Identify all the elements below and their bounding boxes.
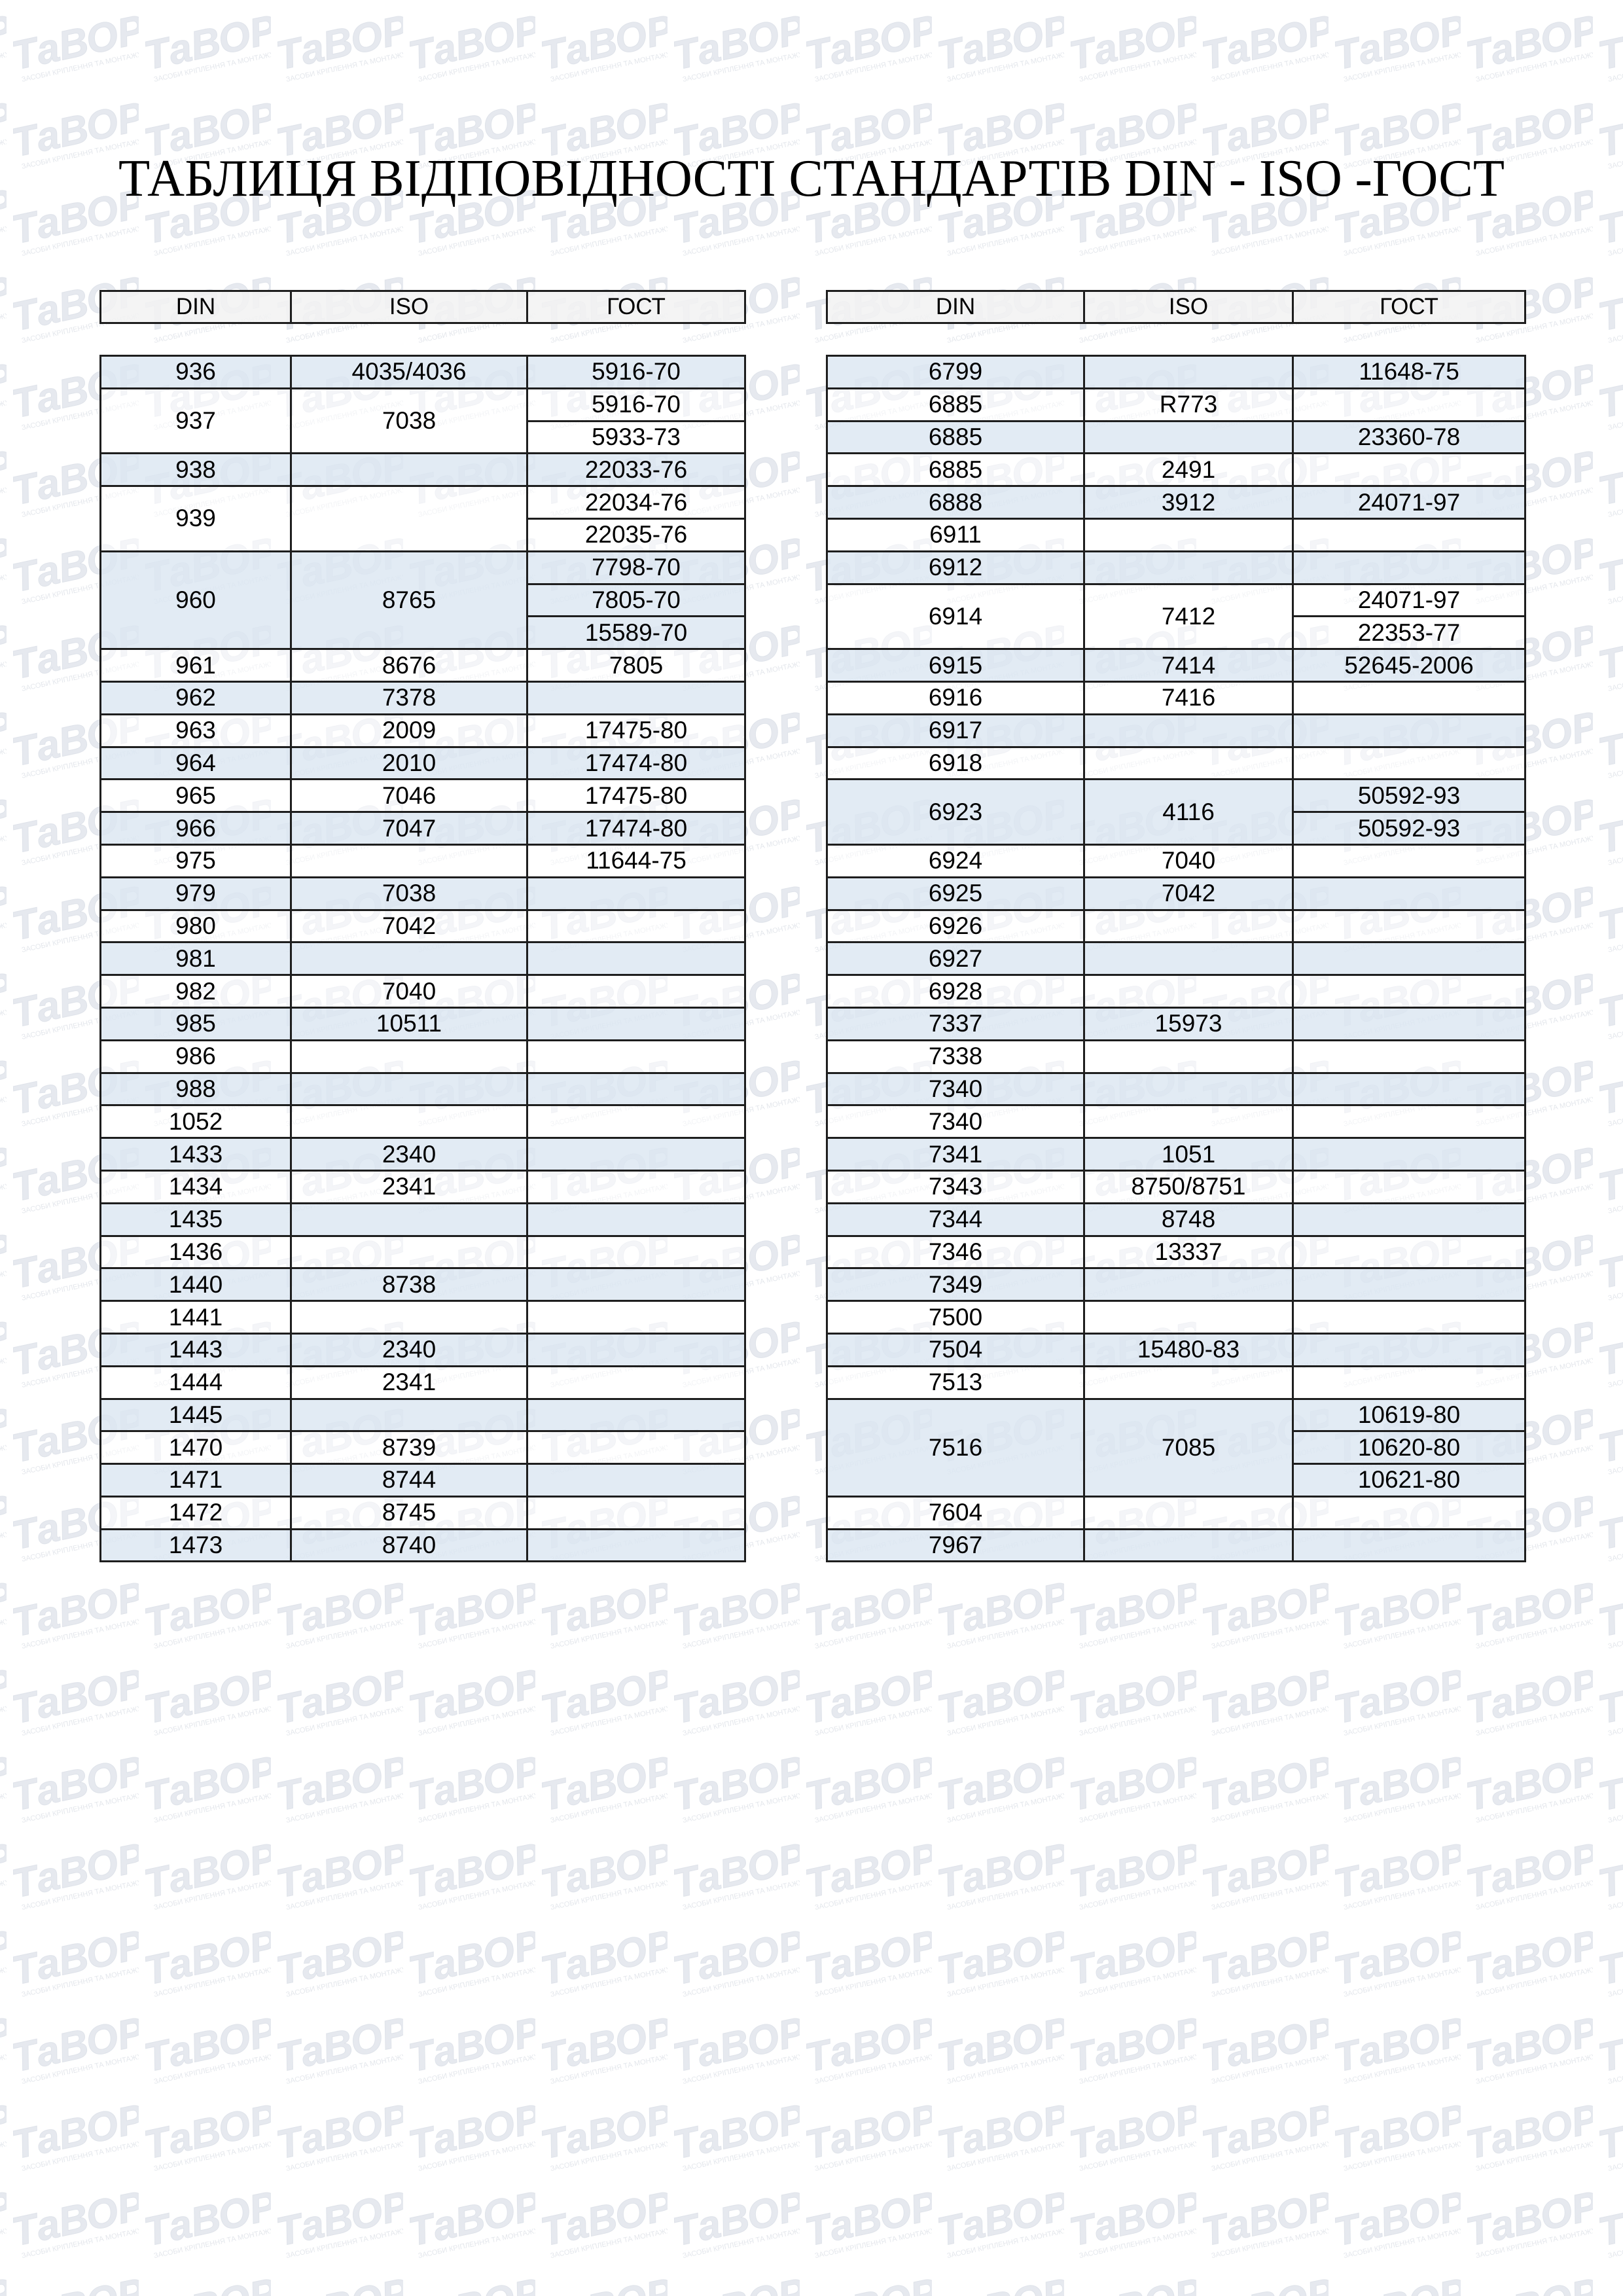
din-cell: 1441	[101, 1301, 291, 1334]
din-cell: 979	[101, 877, 291, 910]
table-row	[827, 780, 1525, 812]
gost-cell: 23360-78	[1293, 421, 1525, 454]
gost-cell	[527, 1007, 745, 1040]
iso-cell: 7412	[1084, 584, 1293, 649]
iso-cell: 3912	[1084, 486, 1293, 519]
iso-cell	[1084, 1268, 1293, 1301]
gost-cell	[527, 1333, 745, 1366]
din-cell: 7343	[827, 1170, 1084, 1203]
gost-cell: 7798-70	[527, 551, 745, 584]
din-cell: 982	[101, 975, 291, 1008]
din-cell: 7340	[827, 1073, 1084, 1105]
gost-cell	[1293, 1529, 1525, 1562]
table-row	[827, 1333, 1525, 1366]
gost-cell	[527, 1399, 745, 1431]
iso-cell: 2341	[291, 1170, 527, 1203]
din-cell: 1435	[101, 1203, 291, 1236]
gost-cell: 17475-80	[527, 780, 745, 812]
column-header-din: DIN	[827, 291, 1084, 323]
din-cell: 1434	[101, 1170, 291, 1203]
gost-cell	[1293, 1007, 1525, 1040]
table-row	[827, 844, 1525, 877]
gost-cell	[527, 1366, 745, 1399]
table-row	[101, 1496, 745, 1529]
iso-cell: 13337	[1084, 1236, 1293, 1268]
table-row	[827, 1236, 1525, 1268]
table-row	[827, 1007, 1525, 1040]
iso-cell: 4116	[1084, 780, 1293, 845]
iso-cell: 7040	[291, 975, 527, 1008]
din-cell: 985	[101, 1007, 291, 1040]
iso-cell: 7038	[291, 388, 527, 454]
table-row	[827, 877, 1525, 910]
gost-cell	[1293, 877, 1525, 910]
din-cell: 937	[101, 388, 291, 454]
din-cell: 6926	[827, 910, 1084, 942]
gost-cell	[1293, 1073, 1525, 1105]
gost-cell	[1293, 747, 1525, 780]
table-row	[101, 1268, 745, 1301]
gost-cell	[1293, 518, 1525, 551]
table-row	[827, 975, 1525, 1008]
table-row	[101, 714, 745, 747]
gost-cell	[1293, 1333, 1525, 1366]
gost-cell: 24071-97	[1293, 486, 1525, 519]
gost-cell: 10620-80	[1293, 1431, 1525, 1464]
iso-cell	[291, 942, 527, 975]
table-row	[101, 551, 745, 584]
table-row	[101, 1007, 745, 1040]
gost-cell: 22353-77	[1293, 617, 1525, 649]
iso-cell: 8765	[291, 551, 527, 649]
iso-cell: 8739	[291, 1431, 527, 1464]
table-row	[827, 356, 1525, 389]
din-cell: 1444	[101, 1366, 291, 1399]
din-cell: 1440	[101, 1268, 291, 1301]
gost-cell: 17474-80	[527, 812, 745, 845]
iso-cell	[291, 1040, 527, 1073]
table-row	[101, 1073, 745, 1105]
iso-cell	[1084, 1073, 1293, 1105]
din-cell: 7344	[827, 1203, 1084, 1236]
iso-cell: 10511	[291, 1007, 527, 1040]
iso-cell: 7414	[1084, 649, 1293, 682]
gost-cell	[1293, 1040, 1525, 1073]
din-cell: 6888	[827, 486, 1084, 519]
din-cell: 7346	[827, 1236, 1084, 1268]
table-row	[101, 454, 745, 486]
iso-cell: 7416	[1084, 681, 1293, 714]
din-cell: 1472	[101, 1496, 291, 1529]
table-row	[827, 1301, 1525, 1334]
iso-cell: 8740	[291, 1529, 527, 1562]
table-row	[827, 551, 1525, 584]
iso-cell	[291, 1399, 527, 1431]
page-title: ТАБЛИЦЯ ВІДПОВІДНОСТІ СТАНДАРТІВ DIN - ISO -ГОСТ	[118, 150, 1505, 207]
din-cell: 7516	[827, 1399, 1084, 1496]
iso-cell	[291, 844, 527, 877]
din-cell: 6928	[827, 975, 1084, 1008]
din-cell: 7604	[827, 1496, 1084, 1529]
table-row	[101, 1170, 745, 1203]
table-row	[101, 910, 745, 942]
table-row	[101, 1040, 745, 1073]
din-cell: 7337	[827, 1007, 1084, 1040]
table-row	[827, 454, 1525, 486]
iso-cell	[1084, 551, 1293, 584]
table-row	[101, 1529, 745, 1562]
iso-cell: 7040	[1084, 844, 1293, 877]
din-cell: 980	[101, 910, 291, 942]
gost-cell	[1293, 975, 1525, 1008]
din-cell: 6923	[827, 780, 1084, 845]
table-row	[827, 1170, 1525, 1203]
table-row	[101, 877, 745, 910]
column-header-din: DIN	[101, 291, 291, 323]
gost-cell	[527, 975, 745, 1008]
gost-cell: 11648-75	[1293, 356, 1525, 389]
gost-cell	[527, 681, 745, 714]
iso-cell: 8750/8751	[1084, 1170, 1293, 1203]
iso-cell: 2340	[291, 1333, 527, 1366]
table-row	[101, 1301, 745, 1334]
iso-cell	[291, 1203, 527, 1236]
iso-cell: 1051	[1084, 1138, 1293, 1171]
iso-cell	[291, 454, 527, 486]
din-cell: 6799	[827, 356, 1084, 389]
table-row	[827, 584, 1525, 617]
table-row	[827, 1105, 1525, 1138]
din-cell: 7349	[827, 1268, 1084, 1301]
gost-cell	[527, 1496, 745, 1529]
column-header-gost: ГОСТ	[527, 291, 745, 323]
iso-cell: 15973	[1084, 1007, 1293, 1040]
din-cell: 7513	[827, 1366, 1084, 1399]
gost-cell	[1293, 681, 1525, 714]
gost-cell	[1293, 1105, 1525, 1138]
table-row	[101, 1203, 745, 1236]
table-row	[101, 975, 745, 1008]
din-cell: 988	[101, 1073, 291, 1105]
iso-cell	[1084, 1496, 1293, 1529]
iso-cell: 7038	[291, 877, 527, 910]
table-row	[101, 486, 745, 519]
gost-cell: 5916-70	[527, 388, 745, 421]
table-row	[827, 421, 1525, 454]
gost-cell: 24071-97	[1293, 584, 1525, 617]
din-cell: 1052	[101, 1105, 291, 1138]
gost-cell	[1293, 844, 1525, 877]
iso-cell: 7085	[1084, 1399, 1293, 1496]
table-row	[827, 1138, 1525, 1171]
din-cell: 1443	[101, 1333, 291, 1366]
gost-cell	[1293, 1236, 1525, 1268]
iso-cell	[1084, 714, 1293, 747]
gost-cell	[527, 942, 745, 975]
din-cell: 6915	[827, 649, 1084, 682]
iso-cell: 2491	[1084, 454, 1293, 486]
din-cell: 1436	[101, 1236, 291, 1268]
table-row	[101, 1399, 745, 1431]
gost-cell	[527, 910, 745, 942]
din-cell: 961	[101, 649, 291, 682]
table-row	[101, 1236, 745, 1268]
iso-cell	[1084, 942, 1293, 975]
table-row	[101, 844, 745, 877]
din-cell: 6916	[827, 681, 1084, 714]
iso-cell: 7047	[291, 812, 527, 845]
table-row	[101, 812, 745, 845]
gost-cell	[527, 1529, 745, 1562]
table-row	[101, 1138, 745, 1171]
table-row	[827, 1366, 1525, 1399]
gost-cell: 5916-70	[527, 356, 745, 389]
din-cell: 7500	[827, 1301, 1084, 1334]
column-header-gost: ГОСТ	[1293, 291, 1525, 323]
table-row	[101, 356, 745, 389]
iso-cell: R773	[1084, 388, 1293, 421]
gost-cell	[527, 1464, 745, 1497]
din-cell: 939	[101, 486, 291, 552]
iso-cell: 7046	[291, 780, 527, 812]
table-row	[101, 1464, 745, 1497]
iso-cell: 8738	[291, 1268, 527, 1301]
din-cell: 7340	[827, 1105, 1084, 1138]
left-table	[99, 355, 746, 1562]
iso-cell: 8748	[1084, 1203, 1293, 1236]
din-cell: 1470	[101, 1431, 291, 1464]
din-cell: 6885	[827, 454, 1084, 486]
gost-cell: 22034-76	[527, 486, 745, 519]
gost-cell: 17475-80	[527, 714, 745, 747]
iso-cell	[1084, 910, 1293, 942]
gost-cell: 15589-70	[527, 617, 745, 649]
iso-cell: 15480-83	[1084, 1333, 1293, 1366]
iso-cell: 4035/4036	[291, 356, 527, 389]
gost-cell	[1293, 1203, 1525, 1236]
din-cell: 6911	[827, 518, 1084, 551]
table-row	[827, 649, 1525, 682]
gost-cell: 7805-70	[527, 584, 745, 617]
iso-cell	[1084, 518, 1293, 551]
gost-cell	[1293, 1301, 1525, 1334]
din-cell: 7967	[827, 1529, 1084, 1562]
gost-cell	[527, 1105, 745, 1138]
din-cell: 960	[101, 551, 291, 649]
gost-cell	[1293, 1268, 1525, 1301]
din-cell: 1433	[101, 1138, 291, 1171]
gost-cell: 11644-75	[527, 844, 745, 877]
table-row	[101, 942, 745, 975]
table-row	[827, 388, 1525, 421]
iso-cell: 2340	[291, 1138, 527, 1171]
din-cell: 6917	[827, 714, 1084, 747]
gost-cell	[527, 1203, 745, 1236]
iso-cell: 8744	[291, 1464, 527, 1497]
gost-cell	[1293, 1138, 1525, 1171]
right-table-header	[826, 290, 1526, 324]
din-cell: 6918	[827, 747, 1084, 780]
gost-cell	[1293, 551, 1525, 584]
gost-cell: 10621-80	[1293, 1464, 1525, 1497]
din-cell: 6912	[827, 551, 1084, 584]
table-row	[101, 747, 745, 780]
iso-cell	[1084, 1105, 1293, 1138]
gost-cell: 22033-76	[527, 454, 745, 486]
gost-cell: 17474-80	[527, 747, 745, 780]
gost-cell	[527, 1170, 745, 1203]
din-cell: 6925	[827, 877, 1084, 910]
table-row	[827, 1203, 1525, 1236]
din-cell: 962	[101, 681, 291, 714]
iso-cell	[291, 1236, 527, 1268]
din-cell: 966	[101, 812, 291, 845]
iso-cell	[1084, 421, 1293, 454]
gost-cell	[1293, 454, 1525, 486]
iso-cell	[1084, 747, 1293, 780]
table-row	[827, 681, 1525, 714]
gost-cell: 52645-2006	[1293, 649, 1525, 682]
gost-cell: 22035-76	[527, 518, 745, 551]
din-cell: 964	[101, 747, 291, 780]
table-row	[827, 747, 1525, 780]
iso-cell: 2010	[291, 747, 527, 780]
table-row	[827, 1529, 1525, 1562]
din-cell: 936	[101, 356, 291, 389]
table-row	[101, 649, 745, 682]
table-row	[827, 1040, 1525, 1073]
gost-cell	[527, 1073, 745, 1105]
din-cell: 1471	[101, 1464, 291, 1497]
table-row	[101, 388, 745, 421]
din-cell: 986	[101, 1040, 291, 1073]
gost-cell	[527, 1138, 745, 1171]
din-cell: 7504	[827, 1333, 1084, 1366]
table-row	[101, 681, 745, 714]
iso-cell: 7378	[291, 681, 527, 714]
din-cell: 963	[101, 714, 291, 747]
iso-cell	[1084, 1529, 1293, 1562]
gost-cell: 50592-93	[1293, 812, 1525, 845]
column-header-iso: ISO	[1084, 291, 1293, 323]
din-cell: 975	[101, 844, 291, 877]
table-row	[827, 1399, 1525, 1431]
din-cell: 1445	[101, 1399, 291, 1431]
table-row	[827, 942, 1525, 975]
iso-cell: 7042	[1084, 877, 1293, 910]
din-cell: 7338	[827, 1040, 1084, 1073]
left-table-header	[99, 290, 746, 324]
din-cell: 6924	[827, 844, 1084, 877]
table-row	[827, 714, 1525, 747]
table-row	[827, 1268, 1525, 1301]
gost-cell	[527, 1301, 745, 1334]
din-cell: 1473	[101, 1529, 291, 1562]
table-row	[827, 910, 1525, 942]
gost-cell	[1293, 1366, 1525, 1399]
iso-cell	[291, 1301, 527, 1334]
table-row	[101, 1105, 745, 1138]
din-cell: 6927	[827, 942, 1084, 975]
din-cell: 938	[101, 454, 291, 486]
gost-cell	[527, 877, 745, 910]
gost-cell: 5933-73	[527, 421, 745, 454]
table-row	[101, 780, 745, 812]
iso-cell: 2009	[291, 714, 527, 747]
iso-cell: 2341	[291, 1366, 527, 1399]
gost-cell: 7805	[527, 649, 745, 682]
table-row	[101, 1366, 745, 1399]
table-row	[101, 1333, 745, 1366]
gost-cell: 10619-80	[1293, 1399, 1525, 1431]
table-row	[827, 486, 1525, 519]
iso-cell	[1084, 356, 1293, 389]
iso-cell	[291, 486, 527, 552]
table-row	[827, 518, 1525, 551]
table-row	[101, 1431, 745, 1464]
iso-cell	[1084, 1366, 1293, 1399]
din-cell: 7341	[827, 1138, 1084, 1171]
gost-cell	[527, 1040, 745, 1073]
iso-cell: 8745	[291, 1496, 527, 1529]
din-cell: 965	[101, 780, 291, 812]
gost-cell	[527, 1268, 745, 1301]
din-cell: 6914	[827, 584, 1084, 649]
gost-cell	[527, 1236, 745, 1268]
table-row	[827, 1073, 1525, 1105]
gost-cell	[1293, 714, 1525, 747]
gost-cell	[1293, 942, 1525, 975]
gost-cell	[1293, 388, 1525, 421]
iso-cell	[291, 1073, 527, 1105]
column-header-iso: ISO	[291, 291, 527, 323]
iso-cell	[1084, 1301, 1293, 1334]
din-cell: 981	[101, 942, 291, 975]
iso-cell: 7042	[291, 910, 527, 942]
din-cell: 6885	[827, 421, 1084, 454]
iso-cell: 8676	[291, 649, 527, 682]
gost-cell	[1293, 910, 1525, 942]
right-table	[826, 355, 1526, 1562]
gost-cell	[527, 1431, 745, 1464]
table-row	[827, 1496, 1525, 1529]
iso-cell	[1084, 975, 1293, 1008]
din-cell: 6885	[827, 388, 1084, 421]
gost-cell: 50592-93	[1293, 780, 1525, 812]
iso-cell	[1084, 1040, 1293, 1073]
iso-cell	[291, 1105, 527, 1138]
gost-cell	[1293, 1496, 1525, 1529]
gost-cell	[1293, 1170, 1525, 1203]
